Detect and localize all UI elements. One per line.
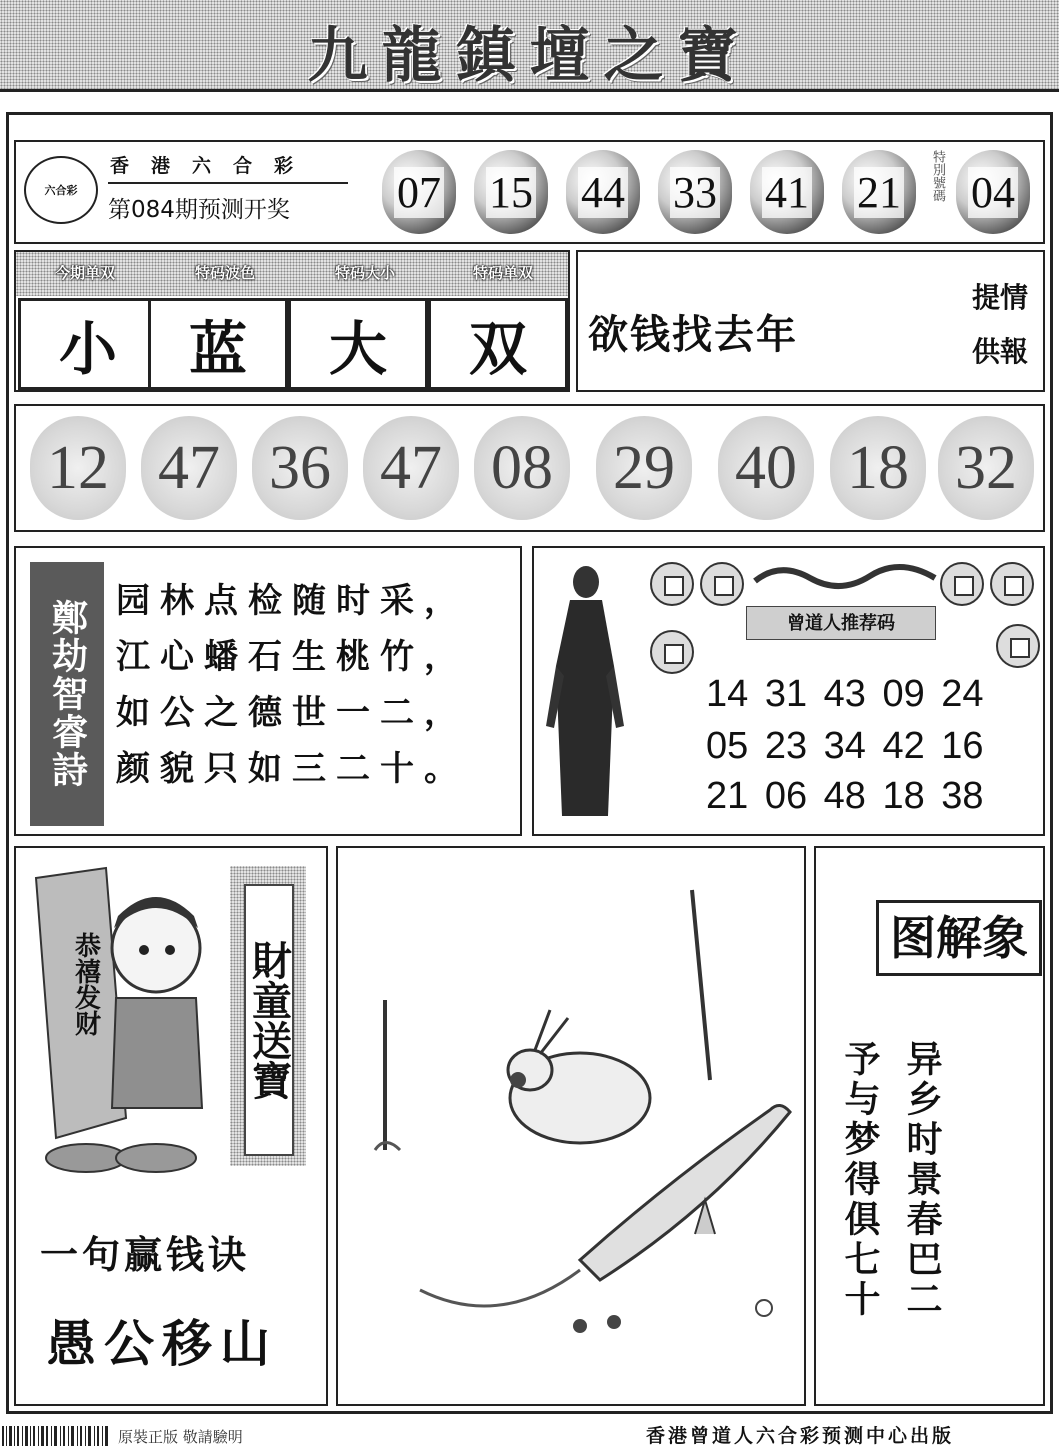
draw-ball: 15 — [474, 150, 548, 234]
authenticity-note: 原裝正版 敬請驗明 — [118, 1428, 243, 1446]
pick-number: 18 — [830, 416, 926, 520]
tujie-title-text: 图解象 — [876, 900, 1042, 976]
scroll-text: 恭禧发财 — [70, 932, 101, 1036]
pick-number: 29 — [596, 416, 692, 520]
poem-line: 颜貌只如三二十。 — [116, 749, 468, 789]
attribute-caption: 特码波色 — [194, 264, 255, 282]
poem-line: 江心蟠石生桃竹， — [116, 637, 468, 677]
attribute-caption: 特码大小 — [334, 264, 395, 282]
pick-number: 36 — [252, 416, 348, 520]
lottery-logo: 六合彩 — [24, 156, 98, 224]
tujie-column: 予与梦得俱七十 — [839, 1040, 881, 1320]
attribute-value: 小 — [18, 298, 158, 390]
coin-icon — [650, 562, 694, 606]
provide-label: 提情 — [972, 281, 1029, 314]
coin-icon — [996, 624, 1040, 668]
coin-icon — [940, 562, 984, 606]
coin-icon — [990, 562, 1034, 606]
slogan-text: 欲钱找去年 — [588, 311, 798, 358]
poem-line: 如公之德世一二， — [116, 693, 468, 733]
robed-figure-illustration — [540, 556, 630, 826]
tujie-title — [836, 880, 1036, 980]
attribute-caption: 今期单双 — [54, 264, 115, 282]
attribute-caption: 特码单双 — [472, 264, 533, 282]
ribbon-decoration — [750, 556, 940, 596]
recommend-title: 曾道人推荐码 — [746, 606, 936, 640]
masthead — [0, 0, 1059, 92]
pick-number: 12 — [30, 416, 126, 520]
child-illustration — [26, 858, 206, 1188]
pick-number: 40 — [718, 416, 814, 520]
attribute-value: 大 — [288, 298, 428, 390]
recommend-row: 14 31 43 09 24 — [706, 673, 984, 715]
draw-ball: 21 — [842, 150, 916, 234]
coin-icon — [650, 630, 694, 674]
issue-label: 第084期预测开奖 — [108, 197, 290, 223]
pick-number: 32 — [938, 416, 1034, 520]
barcode — [0, 1424, 112, 1450]
tujie-column: 异乡时景春巴二 — [901, 1040, 943, 1320]
coin-icon — [700, 562, 744, 606]
attribute-value: 双 — [428, 298, 568, 390]
win-phrase: 愚公移山 — [46, 1314, 278, 1373]
draw-ball: 33 — [658, 150, 732, 234]
pick-number: 47 — [363, 416, 459, 520]
rabbit-radish-illustration — [340, 850, 802, 1402]
draw-ball: 44 — [566, 150, 640, 234]
masthead-title: 九龍鎮壇之寶 — [307, 21, 752, 91]
brand-name: 香港六合彩 — [108, 148, 348, 184]
wealth-banner: 財童送寶 — [244, 884, 294, 1156]
special-number-label: 特別號碼 — [930, 150, 945, 202]
poem-banner: 鄭劫智睿詩 — [30, 562, 104, 826]
pick-number: 08 — [474, 416, 570, 520]
draw-ball: 41 — [750, 150, 824, 234]
draw-ball: 07 — [382, 150, 456, 234]
publisher-line: 香港曾道人六合彩预测中心出版 — [646, 1425, 955, 1447]
provide-label: 供報 — [972, 335, 1029, 368]
pick-number: 47 — [141, 416, 237, 520]
attribute-value: 蓝 — [148, 298, 288, 390]
win-phrase-title: 一句赢钱诀 — [40, 1232, 251, 1277]
recommend-row: 21 06 48 18 38 — [706, 775, 984, 817]
recommend-row: 05 23 34 42 16 — [706, 725, 984, 767]
special-ball: 04 — [956, 150, 1030, 234]
poem-line: 园林点检随时采， — [116, 581, 468, 621]
